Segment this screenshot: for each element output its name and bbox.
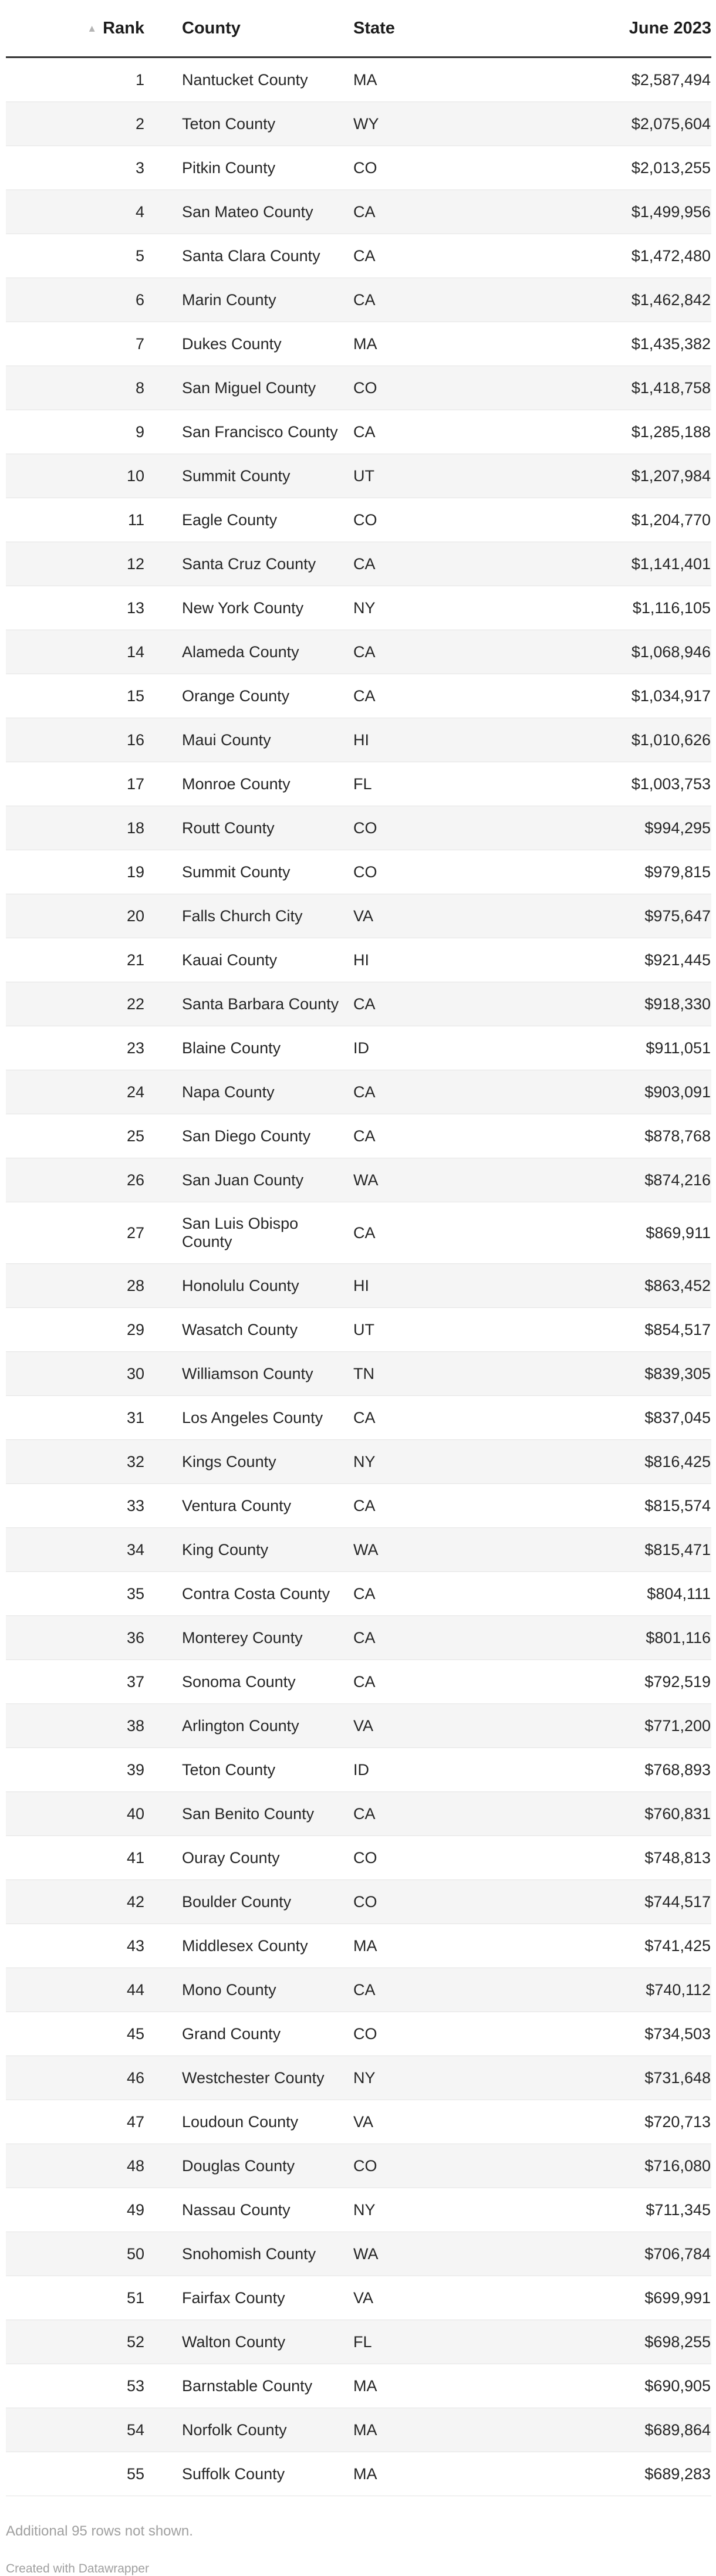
county-cell: Monroe County	[144, 762, 353, 806]
rank-cell: 45	[6, 2012, 144, 2056]
table-row	[6, 190, 711, 234]
value-cell: $689,283	[576, 2452, 711, 2496]
rank-cell: 32	[6, 1440, 144, 1484]
table-row	[6, 498, 711, 542]
county-cell: Walton County	[144, 2320, 353, 2364]
rank-cell: 33	[6, 1484, 144, 1528]
county-cell: Douglas County	[144, 2144, 353, 2188]
county-cell: Santa Clara County	[144, 234, 353, 278]
datawrapper-credit: Created with Datawrapper	[6, 2562, 149, 2575]
value-cell: $741,425	[576, 1924, 711, 1968]
state-cell: MA	[353, 322, 576, 366]
state-cell: NY	[353, 586, 576, 630]
rank-cell: 36	[6, 1616, 144, 1660]
value-cell: $1,204,770	[576, 498, 711, 542]
county-header-label: County	[182, 18, 241, 38]
table-row	[6, 2364, 711, 2408]
value-cell: $878,768	[576, 1114, 711, 1158]
county-cell: Snohomish County	[144, 2232, 353, 2276]
state-cell: UT	[353, 454, 576, 498]
county-cell: Boulder County	[144, 1880, 353, 1924]
county-cell: Barnstable County	[144, 2364, 353, 2408]
state-column-header[interactable]	[353, 0, 576, 58]
state-cell: CA	[353, 234, 576, 278]
state-cell: CA	[353, 1202, 576, 1264]
table-row	[6, 1748, 711, 1792]
state-cell: CA	[353, 982, 576, 1026]
state-cell: CO	[353, 498, 576, 542]
rank-cell: 12	[6, 542, 144, 586]
value-cell: $720,713	[576, 2100, 711, 2144]
state-cell: CA	[353, 1572, 576, 1616]
sort-ascending-icon: ▲	[87, 22, 97, 34]
table-row	[6, 1968, 711, 2012]
county-cell: Fairfax County	[144, 2276, 353, 2320]
county-cell: Nantucket County	[144, 58, 353, 102]
value-cell: $1,141,401	[576, 542, 711, 586]
value-cell: $994,295	[576, 806, 711, 850]
table-row	[6, 278, 711, 322]
rank-cell: 47	[6, 2100, 144, 2144]
county-cell: Orange County	[144, 674, 353, 718]
county-cell: Westchester County	[144, 2056, 353, 2100]
state-cell: CO	[353, 850, 576, 894]
table-row	[6, 2408, 711, 2452]
state-cell: CO	[353, 2012, 576, 2056]
state-cell: MA	[353, 58, 576, 102]
table-row	[6, 2144, 711, 2188]
value-cell: $2,013,255	[576, 146, 711, 190]
rank-cell: 16	[6, 718, 144, 762]
rank-cell: 26	[6, 1158, 144, 1202]
state-cell: CA	[353, 674, 576, 718]
rank-cell: 24	[6, 1070, 144, 1114]
value-cell: $699,991	[576, 2276, 711, 2320]
table-row	[6, 1836, 711, 1880]
county-cell: King County	[144, 1528, 353, 1572]
table-row	[6, 1528, 711, 1572]
state-cell: CA	[353, 278, 576, 322]
table-row	[6, 410, 711, 454]
table-row	[6, 2320, 711, 2364]
value-cell: $1,207,984	[576, 454, 711, 498]
state-cell: VA	[353, 2100, 576, 2144]
county-cell: New York County	[144, 586, 353, 630]
rank-cell: 46	[6, 2056, 144, 2100]
state-cell: CA	[353, 1484, 576, 1528]
table-row	[6, 1202, 711, 1264]
state-cell: MA	[353, 2408, 576, 2452]
value-cell: $1,285,188	[576, 410, 711, 454]
rank-cell: 35	[6, 1572, 144, 1616]
state-cell: VA	[353, 1704, 576, 1748]
value-cell: $863,452	[576, 1264, 711, 1308]
state-cell: CA	[353, 1070, 576, 1114]
county-cell: Sonoma County	[144, 1660, 353, 1704]
state-cell: CA	[353, 542, 576, 586]
county-cell: Ventura County	[144, 1484, 353, 1528]
state-cell: MA	[353, 1924, 576, 1968]
rank-cell: 43	[6, 1924, 144, 1968]
county-cell: Ouray County	[144, 1836, 353, 1880]
rank-cell: 55	[6, 2452, 144, 2496]
state-cell: CA	[353, 1114, 576, 1158]
rank-cell: 30	[6, 1352, 144, 1396]
table-row	[6, 322, 711, 366]
rank-cell: 19	[6, 850, 144, 894]
state-cell: UT	[353, 1308, 576, 1352]
table-row	[6, 1924, 711, 1968]
value-cell: $2,587,494	[576, 58, 711, 102]
table-row	[6, 1440, 711, 1484]
table-row	[6, 2056, 711, 2100]
table-row	[6, 102, 711, 146]
rank-cell: 7	[6, 322, 144, 366]
rank-cell: 13	[6, 586, 144, 630]
county-cell: Loudoun County	[144, 2100, 353, 2144]
value-cell: $979,815	[576, 850, 711, 894]
county-price-table	[6, 0, 711, 2496]
state-cell: WA	[353, 1528, 576, 1572]
rank-cell: 4	[6, 190, 144, 234]
rank-cell: 15	[6, 674, 144, 718]
state-cell: CO	[353, 1880, 576, 1924]
table-row	[6, 1792, 711, 1836]
rank-cell: 37	[6, 1660, 144, 1704]
county-cell: San Francisco County	[144, 410, 353, 454]
state-cell: CA	[353, 410, 576, 454]
value-cell: $760,831	[576, 1792, 711, 1836]
table-row	[6, 2232, 711, 2276]
table-row	[6, 894, 711, 938]
county-cell: San Benito County	[144, 1792, 353, 1836]
state-cell: CO	[353, 2144, 576, 2188]
county-cell: Los Angeles County	[144, 1396, 353, 1440]
state-cell: CO	[353, 806, 576, 850]
county-cell: San Mateo County	[144, 190, 353, 234]
value-cell: $1,116,105	[576, 586, 711, 630]
county-cell: Contra Costa County	[144, 1572, 353, 1616]
value-cell: $744,517	[576, 1880, 711, 1924]
county-cell: Summit County	[144, 454, 353, 498]
table-row	[6, 1158, 711, 1202]
state-cell: CA	[353, 1396, 576, 1440]
rank-cell: 28	[6, 1264, 144, 1308]
rank-header-label: Rank	[103, 18, 144, 38]
county-cell: San Luis Obispo County	[144, 1202, 353, 1264]
county-cell: Summit County	[144, 850, 353, 894]
rank-cell: 2	[6, 102, 144, 146]
state-cell: VA	[353, 2276, 576, 2320]
county-cell: Santa Barbara County	[144, 982, 353, 1026]
rank-cell: 23	[6, 1026, 144, 1070]
rank-cell: 31	[6, 1396, 144, 1440]
county-cell: Blaine County	[144, 1026, 353, 1070]
value-cell: $706,784	[576, 2232, 711, 2276]
rank-cell: 50	[6, 2232, 144, 2276]
county-cell: Honolulu County	[144, 1264, 353, 1308]
county-cell: Kauai County	[144, 938, 353, 982]
value-cell: $816,425	[576, 1440, 711, 1484]
rank-cell: 53	[6, 2364, 144, 2408]
table-row	[6, 630, 711, 674]
county-cell: Teton County	[144, 102, 353, 146]
table-row	[6, 2276, 711, 2320]
value-cell: $689,864	[576, 2408, 711, 2452]
rank-cell: 21	[6, 938, 144, 982]
table-row	[6, 1880, 711, 1924]
rank-cell: 25	[6, 1114, 144, 1158]
rank-cell: 40	[6, 1792, 144, 1836]
rank-cell: 54	[6, 2408, 144, 2452]
county-column-header[interactable]	[144, 0, 353, 58]
value-cell: $771,200	[576, 1704, 711, 1748]
state-cell: MA	[353, 2452, 576, 2496]
rank-cell: 6	[6, 278, 144, 322]
county-cell: Eagle County	[144, 498, 353, 542]
state-cell: NY	[353, 1440, 576, 1484]
value-cell: $698,255	[576, 2320, 711, 2364]
table-row	[6, 938, 711, 982]
table-row	[6, 1264, 711, 1308]
value-cell: $1,418,758	[576, 366, 711, 410]
state-cell: CA	[353, 190, 576, 234]
state-cell: CO	[353, 146, 576, 190]
rank-cell: 17	[6, 762, 144, 806]
state-cell: WA	[353, 1158, 576, 1202]
rank-cell: 41	[6, 1836, 144, 1880]
state-cell: WA	[353, 2232, 576, 2276]
june-2023-column-header[interactable]	[576, 0, 711, 58]
state-cell: HI	[353, 1264, 576, 1308]
value-cell: $911,051	[576, 1026, 711, 1070]
state-cell: NY	[353, 2056, 576, 2100]
rank-cell: 14	[6, 630, 144, 674]
table-row	[6, 366, 711, 410]
table-row	[6, 2452, 711, 2496]
county-cell: Alameda County	[144, 630, 353, 674]
rank-cell: 11	[6, 498, 144, 542]
county-cell: Wasatch County	[144, 1308, 353, 1352]
county-cell: Santa Cruz County	[144, 542, 353, 586]
value-cell: $740,112	[576, 1968, 711, 2012]
county-cell: San Juan County	[144, 1158, 353, 1202]
rank-cell: 9	[6, 410, 144, 454]
state-cell: CO	[353, 366, 576, 410]
rank-cell: 44	[6, 1968, 144, 2012]
county-cell: Falls Church City	[144, 894, 353, 938]
value-cell: $1,499,956	[576, 190, 711, 234]
county-cell: Dukes County	[144, 322, 353, 366]
value-cell: $804,111	[576, 1572, 711, 1616]
table-row	[6, 2012, 711, 2056]
value-cell: $918,330	[576, 982, 711, 1026]
value-cell: $1,472,480	[576, 234, 711, 278]
table-row	[6, 718, 711, 762]
county-cell: Maui County	[144, 718, 353, 762]
table-row	[6, 1484, 711, 1528]
value-cell: $748,813	[576, 1836, 711, 1880]
header-row	[6, 0, 711, 58]
table-row	[6, 58, 711, 102]
county-cell: Marin County	[144, 278, 353, 322]
rank-cell: 49	[6, 2188, 144, 2232]
county-cell: San Diego County	[144, 1114, 353, 1158]
value-cell: $2,075,604	[576, 102, 711, 146]
table-row	[6, 1616, 711, 1660]
rank-cell: 42	[6, 1880, 144, 1924]
county-cell: Monterey County	[144, 1616, 353, 1660]
county-cell: Teton County	[144, 1748, 353, 1792]
state-cell: MA	[353, 2364, 576, 2408]
county-cell: Routt County	[144, 806, 353, 850]
table-row	[6, 586, 711, 630]
table-row	[6, 762, 711, 806]
table-row	[6, 1396, 711, 1440]
state-cell: ID	[353, 1026, 576, 1070]
table-row	[6, 1070, 711, 1114]
state-cell: NY	[353, 2188, 576, 2232]
value-cell: $839,305	[576, 1352, 711, 1396]
value-cell: $690,905	[576, 2364, 711, 2408]
table-row	[6, 850, 711, 894]
table-row	[6, 1308, 711, 1352]
county-cell: Nassau County	[144, 2188, 353, 2232]
table-header	[6, 0, 711, 58]
rank-cell: 22	[6, 982, 144, 1026]
county-cell: San Miguel County	[144, 366, 353, 410]
county-cell: Napa County	[144, 1070, 353, 1114]
table-row	[6, 1572, 711, 1616]
table-row	[6, 2100, 711, 2144]
rank-cell: 20	[6, 894, 144, 938]
state-cell: HI	[353, 938, 576, 982]
county-cell: Grand County	[144, 2012, 353, 2056]
rank-cell: 10	[6, 454, 144, 498]
value-cell: $1,034,917	[576, 674, 711, 718]
value-cell: $1,010,626	[576, 718, 711, 762]
table-row	[6, 1704, 711, 1748]
county-cell: Pitkin County	[144, 146, 353, 190]
state-cell: ID	[353, 1748, 576, 1792]
state-cell: CA	[353, 1616, 576, 1660]
value-cell: $734,503	[576, 2012, 711, 2056]
state-cell: CA	[353, 1660, 576, 1704]
county-cell: Williamson County	[144, 1352, 353, 1396]
value-cell: $716,080	[576, 2144, 711, 2188]
value-cell: $792,519	[576, 1660, 711, 1704]
state-header-label: State	[353, 18, 395, 38]
table-row	[6, 1660, 711, 1704]
rank-cell: 51	[6, 2276, 144, 2320]
county-cell: Middlesex County	[144, 1924, 353, 1968]
rows-not-shown-note: Additional 95 rows not shown.	[6, 2523, 193, 2539]
rank-cell: 39	[6, 1748, 144, 1792]
rank-cell: 3	[6, 146, 144, 190]
table-row	[6, 454, 711, 498]
table-row	[6, 542, 711, 586]
value-cell: $815,574	[576, 1484, 711, 1528]
county-cell: Arlington County	[144, 1704, 353, 1748]
value-cell: $1,003,753	[576, 762, 711, 806]
state-cell: CO	[353, 1836, 576, 1880]
table-row	[6, 1352, 711, 1396]
rank-cell: 34	[6, 1528, 144, 1572]
rank-cell: 8	[6, 366, 144, 410]
county-cell: Norfolk County	[144, 2408, 353, 2452]
value-cell: $854,517	[576, 1308, 711, 1352]
value-cell: $768,893	[576, 1748, 711, 1792]
value-cell: $1,068,946	[576, 630, 711, 674]
rank-cell: 18	[6, 806, 144, 850]
value-cell: $801,116	[576, 1616, 711, 1660]
rank-cell: 48	[6, 2144, 144, 2188]
rank-cell: 52	[6, 2320, 144, 2364]
value-cell: $815,471	[576, 1528, 711, 1572]
rank-cell: 27	[6, 1202, 144, 1264]
rank-cell: 38	[6, 1704, 144, 1748]
state-cell: TN	[353, 1352, 576, 1396]
state-cell: HI	[353, 718, 576, 762]
state-cell: VA	[353, 894, 576, 938]
value-cell: $869,911	[576, 1202, 711, 1264]
county-cell: Kings County	[144, 1440, 353, 1484]
value-cell: $1,462,842	[576, 278, 711, 322]
state-cell: WY	[353, 102, 576, 146]
table-row	[6, 674, 711, 718]
county-cell: Mono County	[144, 1968, 353, 2012]
state-cell: CA	[353, 1792, 576, 1836]
table-body	[6, 58, 711, 2496]
state-cell: FL	[353, 2320, 576, 2364]
value-cell: $921,445	[576, 938, 711, 982]
value-cell: $975,647	[576, 894, 711, 938]
state-cell: CA	[353, 1968, 576, 2012]
rank-cell: 29	[6, 1308, 144, 1352]
value-cell: $903,091	[576, 1070, 711, 1114]
table-row	[6, 1026, 711, 1070]
table-row	[6, 2188, 711, 2232]
table-row	[6, 146, 711, 190]
value-header-label: June 2023	[629, 18, 711, 38]
value-cell: $711,345	[576, 2188, 711, 2232]
table-row	[6, 1114, 711, 1158]
value-cell: $874,216	[576, 1158, 711, 1202]
state-cell: FL	[353, 762, 576, 806]
rank-cell: 5	[6, 234, 144, 278]
county-cell: Suffolk County	[144, 2452, 353, 2496]
value-cell: $1,435,382	[576, 322, 711, 366]
rank-column-header[interactable]	[6, 0, 144, 58]
state-cell: CA	[353, 630, 576, 674]
rank-cell: 1	[6, 58, 144, 102]
table-row	[6, 982, 711, 1026]
table-row	[6, 806, 711, 850]
value-cell: $731,648	[576, 2056, 711, 2100]
value-cell: $837,045	[576, 1396, 711, 1440]
table-row	[6, 234, 711, 278]
